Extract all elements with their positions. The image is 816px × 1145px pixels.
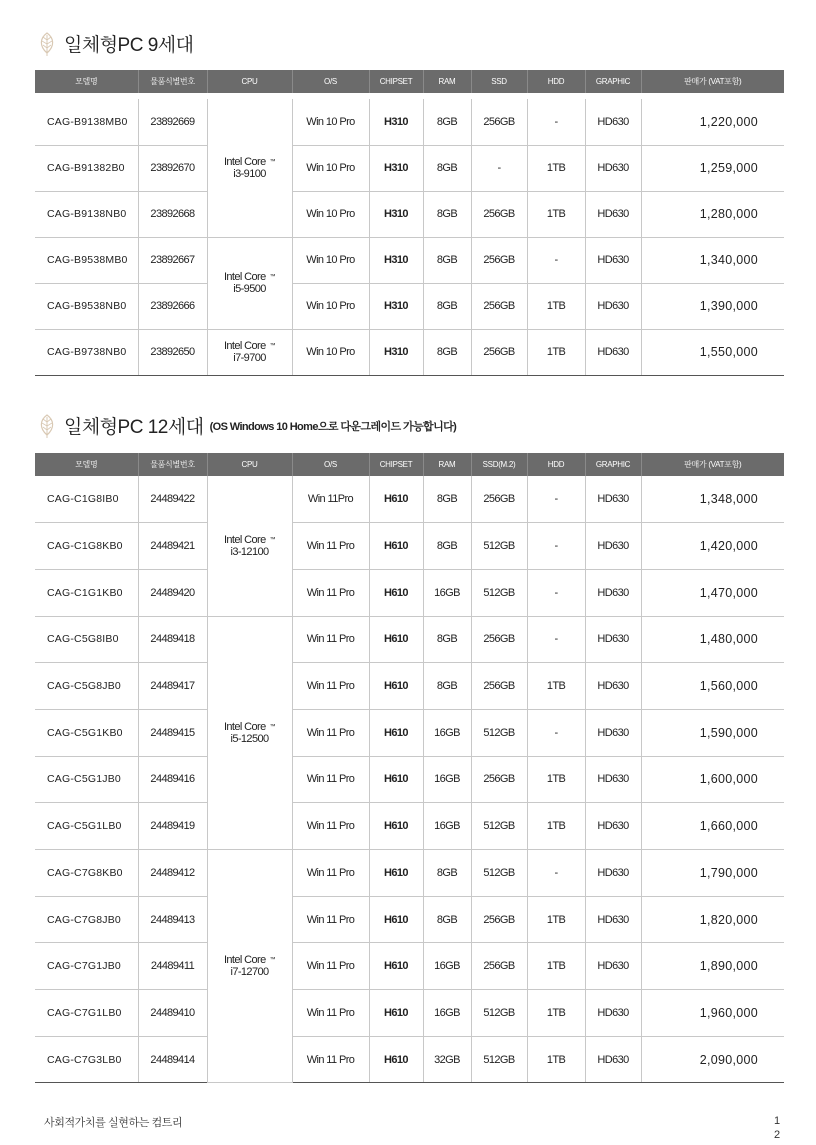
model-cell: CAG-C5G1LB0 — [35, 803, 138, 850]
id-cell: 24489416 — [138, 756, 207, 803]
graphic-cell: HD630 — [585, 803, 641, 850]
table-row — [35, 191, 784, 237]
chipset-cell: H610 — [369, 803, 423, 850]
model-cell: CAG-C5G8JB0 — [35, 663, 138, 710]
table-row — [35, 1036, 784, 1083]
table-row — [35, 283, 784, 329]
price-cell: 1,420,000 — [641, 523, 784, 570]
ram-cell: 8GB — [423, 191, 471, 237]
section-2-note: (OS Windows 10 Home으로 다운그레이드 가능합니다) — [209, 420, 457, 433]
chipset-cell: H310 — [369, 99, 423, 145]
graphic-cell: HD630 — [585, 237, 641, 283]
header-ssd: SSD — [471, 70, 527, 93]
ssd-cell: 256GB — [471, 283, 527, 329]
chipset-cell: H310 — [369, 191, 423, 237]
table-row — [35, 237, 784, 283]
ssd-cell: 256GB — [471, 943, 527, 990]
price-cell: 1,560,000 — [641, 663, 784, 710]
model-cell: CAG-C7G3LB0 — [35, 1036, 138, 1083]
os-cell: Win 11 Pro — [292, 616, 369, 663]
ram-cell: 16GB — [423, 803, 471, 850]
chipset-cell: H610 — [369, 1036, 423, 1083]
cpu-name: Intel Core — [223, 533, 266, 546]
id-cell: 24489420 — [138, 569, 207, 616]
hdd-cell: 1TB — [527, 191, 585, 237]
cpu-cell — [207, 99, 292, 237]
cpu-cell — [207, 850, 292, 1083]
chipset-cell: H610 — [369, 709, 423, 756]
model-cell: CAG-B9738NB0 — [35, 329, 138, 375]
table-row — [35, 850, 784, 897]
model-cell: CAG-C1G8KB0 — [35, 523, 138, 570]
model-cell: CAG-B91382B0 — [35, 145, 138, 191]
table-row — [35, 896, 784, 943]
ssd-cell: 512GB — [471, 1036, 527, 1083]
cpu-cell — [207, 329, 292, 375]
ssd-cell: 256GB — [471, 896, 527, 943]
table-header-row — [35, 70, 784, 93]
os-cell: Win 11 Pro — [292, 523, 369, 570]
model-cell: CAG-C5G8IB0 — [35, 616, 138, 663]
graphic-cell: HD630 — [585, 145, 641, 191]
hdd-cell: 1TB — [527, 329, 585, 375]
cpu-model: i5-9500 — [233, 283, 266, 295]
ssd-cell: 512GB — [471, 523, 527, 570]
os-cell: Win 11 Pro — [292, 756, 369, 803]
table-row — [35, 990, 784, 1037]
hdd-cell: 1TB — [527, 145, 585, 191]
cpu-cell — [207, 476, 292, 616]
price-cell: 1,550,000 — [641, 329, 784, 375]
header-hdd: HDD — [527, 70, 585, 93]
chipset-cell: H310 — [369, 329, 423, 375]
graphic-cell: HD630 — [585, 283, 641, 329]
chipset-cell: H610 — [369, 523, 423, 570]
hdd-cell: - — [527, 616, 585, 663]
cpu-name: Intel Core — [223, 271, 266, 283]
hdd-cell: - — [527, 523, 585, 570]
id-cell: 24489418 — [138, 616, 207, 663]
ssd-cell: 256GB — [471, 756, 527, 803]
os-cell: Win 11 Pro — [292, 943, 369, 990]
graphic-cell: HD630 — [585, 943, 641, 990]
hdd-cell: - — [527, 709, 585, 756]
price-cell: 1,480,000 — [641, 616, 784, 663]
header-ram: RAM — [423, 70, 471, 93]
model-cell: CAG-C5G1JB0 — [35, 756, 138, 803]
chipset-cell: H610 — [369, 476, 423, 523]
id-cell: 23892669 — [138, 99, 207, 145]
table-row — [35, 709, 784, 756]
cpu-model: i7-9700 — [233, 352, 266, 364]
header-os: O/S — [292, 70, 369, 93]
ssd-cell: 512GB — [471, 709, 527, 756]
model-cell: CAG-C7G1LB0 — [35, 990, 138, 1037]
cpu-model: i3-12100 — [230, 545, 269, 558]
table-9th-gen — [35, 70, 784, 376]
price-cell: 1,470,000 — [641, 569, 784, 616]
ssd-cell: 256GB — [471, 329, 527, 375]
trademark: ™ — [269, 158, 276, 165]
header-hdd: HDD — [527, 453, 585, 476]
model-cell: CAG-B9538MB0 — [35, 237, 138, 283]
page-number — [774, 1114, 780, 1142]
price-cell: 1,220,000 — [641, 99, 784, 145]
os-cell: Win 11 Pro — [292, 990, 369, 1037]
os-cell: Win 11 Pro — [292, 896, 369, 943]
header-graphic: GRAPHIC — [585, 70, 641, 93]
model-cell: CAG-B9538NB0 — [35, 283, 138, 329]
table-row — [35, 99, 784, 145]
section-2-title: 일체형PC 12세대 — [64, 417, 204, 438]
hdd-cell: 1TB — [527, 896, 585, 943]
header-price: 판매가 (VAT포함) — [641, 453, 784, 476]
os-cell: Win 10 Pro — [292, 283, 369, 329]
graphic-cell: HD630 — [585, 990, 641, 1037]
graphic-cell: HD630 — [585, 191, 641, 237]
price-cell: 1,660,000 — [641, 803, 784, 850]
trademark: ™ — [269, 274, 276, 280]
chipset-cell: H610 — [369, 990, 423, 1037]
price-cell: 1,790,000 — [641, 850, 784, 897]
hdd-cell: 1TB — [527, 803, 585, 850]
id-cell: 24489414 — [138, 1036, 207, 1083]
graphic-cell: HD630 — [585, 329, 641, 375]
graphic-cell: HD630 — [585, 896, 641, 943]
model-cell: CAG-C5G1KB0 — [35, 709, 138, 756]
model-cell: CAG-C7G8KB0 — [35, 850, 138, 897]
os-cell: Win 10 Pro — [292, 191, 369, 237]
ram-cell: 8GB — [423, 616, 471, 663]
id-cell: 23892650 — [138, 329, 207, 375]
chipset-cell: H610 — [369, 616, 423, 663]
id-cell: 24489412 — [138, 850, 207, 897]
hdd-cell: - — [527, 569, 585, 616]
chipset-cell: H610 — [369, 663, 423, 710]
ssd-cell: - — [471, 145, 527, 191]
cpu-cell — [207, 616, 292, 849]
ssd-cell: 512GB — [471, 850, 527, 897]
table-row — [35, 663, 784, 710]
header-graphic: GRAPHIC — [585, 453, 641, 476]
ssd-cell: 256GB — [471, 99, 527, 145]
chipset-cell: H310 — [369, 283, 423, 329]
os-cell: Win 11 Pro — [292, 803, 369, 850]
os-cell: Win 11 Pro — [292, 1036, 369, 1083]
id-cell: 24489417 — [138, 663, 207, 710]
ssd-cell: 256GB — [471, 476, 527, 523]
hdd-cell: 1TB — [527, 1036, 585, 1083]
section-1-heading — [36, 30, 194, 57]
section-2-heading — [36, 412, 456, 439]
table-row — [35, 329, 784, 375]
graphic-cell: HD630 — [585, 569, 641, 616]
price-cell: 1,280,000 — [641, 191, 784, 237]
ram-cell: 8GB — [423, 896, 471, 943]
table-row — [35, 616, 784, 663]
price-cell: 2,090,000 — [641, 1036, 784, 1083]
header-model: 모델명 — [35, 70, 138, 93]
footer-slogan: 사회적가치를 실현하는 컴트리 — [44, 1117, 183, 1129]
cpu-name: Intel Core — [223, 720, 266, 733]
price-cell: 1,590,000 — [641, 709, 784, 756]
chipset-cell: H310 — [369, 145, 423, 191]
price-cell: 1,820,000 — [641, 896, 784, 943]
hdd-cell: - — [527, 237, 585, 283]
ssd-cell: 256GB — [471, 663, 527, 710]
hdd-cell: - — [527, 476, 585, 523]
leaf-icon — [36, 31, 58, 57]
os-cell: Win 11Pro — [292, 476, 369, 523]
header-ssd: SSD(M.2) — [471, 453, 527, 476]
ram-cell: 16GB — [423, 709, 471, 756]
table-row — [35, 523, 784, 570]
ram-cell: 8GB — [423, 283, 471, 329]
trademark: ™ — [269, 536, 276, 543]
ram-cell: 16GB — [423, 569, 471, 616]
ram-cell: 8GB — [423, 850, 471, 897]
price-cell: 1,259,000 — [641, 145, 784, 191]
chipset-cell: H610 — [369, 850, 423, 897]
cpu-model: i7-12700 — [230, 966, 269, 979]
graphic-cell: HD630 — [585, 850, 641, 897]
id-cell: 24489413 — [138, 896, 207, 943]
chipset-cell: H610 — [369, 756, 423, 803]
cpu-model: i5-12500 — [230, 732, 269, 745]
cpu-name: Intel Core — [223, 954, 266, 967]
hdd-cell: 1TB — [527, 943, 585, 990]
model-cell: CAG-B9138NB0 — [35, 191, 138, 237]
os-cell: Win 11 Pro — [292, 709, 369, 756]
model-cell: CAG-C7G1JB0 — [35, 943, 138, 990]
chipset-cell: H310 — [369, 237, 423, 283]
header-id: 물품식별번호 — [138, 70, 207, 93]
model-cell: CAG-C1G8IB0 — [35, 476, 138, 523]
graphic-cell: HD630 — [585, 523, 641, 570]
header-cpu: CPU — [207, 453, 292, 476]
table-row — [35, 943, 784, 990]
ram-cell: 8GB — [423, 329, 471, 375]
graphic-cell: HD630 — [585, 709, 641, 756]
price-cell: 1,390,000 — [641, 283, 784, 329]
section-1-title: 일체형PC 9세대 — [64, 35, 194, 56]
table-row — [35, 803, 784, 850]
os-cell: Win 10 Pro — [292, 99, 369, 145]
os-cell: Win 10 Pro — [292, 237, 369, 283]
ssd-cell: 256GB — [471, 237, 527, 283]
header-cpu: CPU — [207, 70, 292, 93]
id-cell: 24489421 — [138, 523, 207, 570]
ssd-cell: 512GB — [471, 990, 527, 1037]
table-row — [35, 476, 784, 523]
price-cell: 1,600,000 — [641, 756, 784, 803]
trademark: ™ — [269, 343, 276, 349]
id-cell: 24489415 — [138, 709, 207, 756]
model-cell: CAG-C7G8JB0 — [35, 896, 138, 943]
header-price: 판매가 (VAT포함) — [641, 70, 784, 93]
id-cell: 24489419 — [138, 803, 207, 850]
graphic-cell: HD630 — [585, 476, 641, 523]
id-cell: 24489422 — [138, 476, 207, 523]
table-row — [35, 756, 784, 803]
header-model: 모델명 — [35, 453, 138, 476]
ram-cell: 8GB — [423, 663, 471, 710]
ram-cell: 8GB — [423, 476, 471, 523]
ram-cell: 8GB — [423, 237, 471, 283]
table-header-row — [35, 453, 784, 476]
model-cell: CAG-C1G1KB0 — [35, 569, 138, 616]
model-cell: CAG-B9138MB0 — [35, 99, 138, 145]
hdd-cell: - — [527, 99, 585, 145]
header-id: 물품식별번호 — [138, 453, 207, 476]
page-number-bottom: 2 — [774, 1129, 781, 1141]
id-cell: 23892666 — [138, 283, 207, 329]
price-cell: 1,890,000 — [641, 943, 784, 990]
chipset-cell: H610 — [369, 569, 423, 616]
table-row — [35, 569, 784, 616]
id-cell: 23892668 — [138, 191, 207, 237]
graphic-cell: HD630 — [585, 616, 641, 663]
table-row — [35, 145, 784, 191]
header-chipset: CHIPSET — [369, 453, 423, 476]
id-cell: 23892670 — [138, 145, 207, 191]
ssd-cell: 512GB — [471, 569, 527, 616]
hdd-cell: 1TB — [527, 756, 585, 803]
ram-cell: 8GB — [423, 99, 471, 145]
ssd-cell: 256GB — [471, 616, 527, 663]
ram-cell: 16GB — [423, 943, 471, 990]
hdd-cell: 1TB — [527, 990, 585, 1037]
os-cell: Win 11 Pro — [292, 569, 369, 616]
os-cell: Win 11 Pro — [292, 663, 369, 710]
os-cell: Win 10 Pro — [292, 145, 369, 191]
price-cell: 1,340,000 — [641, 237, 784, 283]
ssd-cell: 256GB — [471, 191, 527, 237]
graphic-cell: HD630 — [585, 756, 641, 803]
graphic-cell: HD630 — [585, 663, 641, 710]
header-os: O/S — [292, 453, 369, 476]
price-cell: 1,348,000 — [641, 476, 784, 523]
id-cell: 24489411 — [138, 943, 207, 990]
hdd-cell: - — [527, 850, 585, 897]
hdd-cell: 1TB — [527, 283, 585, 329]
price-cell: 1,960,000 — [641, 990, 784, 1037]
ram-cell: 32GB — [423, 1036, 471, 1083]
page-number-top: 1 — [774, 1115, 781, 1127]
chipset-cell: H610 — [369, 896, 423, 943]
chipset-cell: H610 — [369, 943, 423, 990]
ram-cell: 16GB — [423, 756, 471, 803]
os-cell: Win 10 Pro — [292, 329, 369, 375]
os-cell: Win 11 Pro — [292, 850, 369, 897]
table-12th-gen — [35, 453, 784, 1083]
id-cell: 24489410 — [138, 990, 207, 1037]
cpu-model: i3-9100 — [233, 167, 266, 180]
ram-cell: 8GB — [423, 523, 471, 570]
ram-cell: 8GB — [423, 145, 471, 191]
ssd-cell: 512GB — [471, 803, 527, 850]
cpu-cell — [207, 237, 292, 329]
id-cell: 23892667 — [138, 237, 207, 283]
header-ram: RAM — [423, 453, 471, 476]
hdd-cell: 1TB — [527, 663, 585, 710]
trademark: ™ — [269, 957, 276, 964]
trademark: ™ — [269, 723, 276, 730]
cpu-name: Intel Core — [223, 155, 266, 168]
leaf-icon — [36, 413, 58, 439]
graphic-cell: HD630 — [585, 1036, 641, 1083]
cpu-name: Intel Core — [223, 340, 266, 352]
ram-cell: 16GB — [423, 990, 471, 1037]
header-chipset: CHIPSET — [369, 70, 423, 93]
graphic-cell: HD630 — [585, 99, 641, 145]
